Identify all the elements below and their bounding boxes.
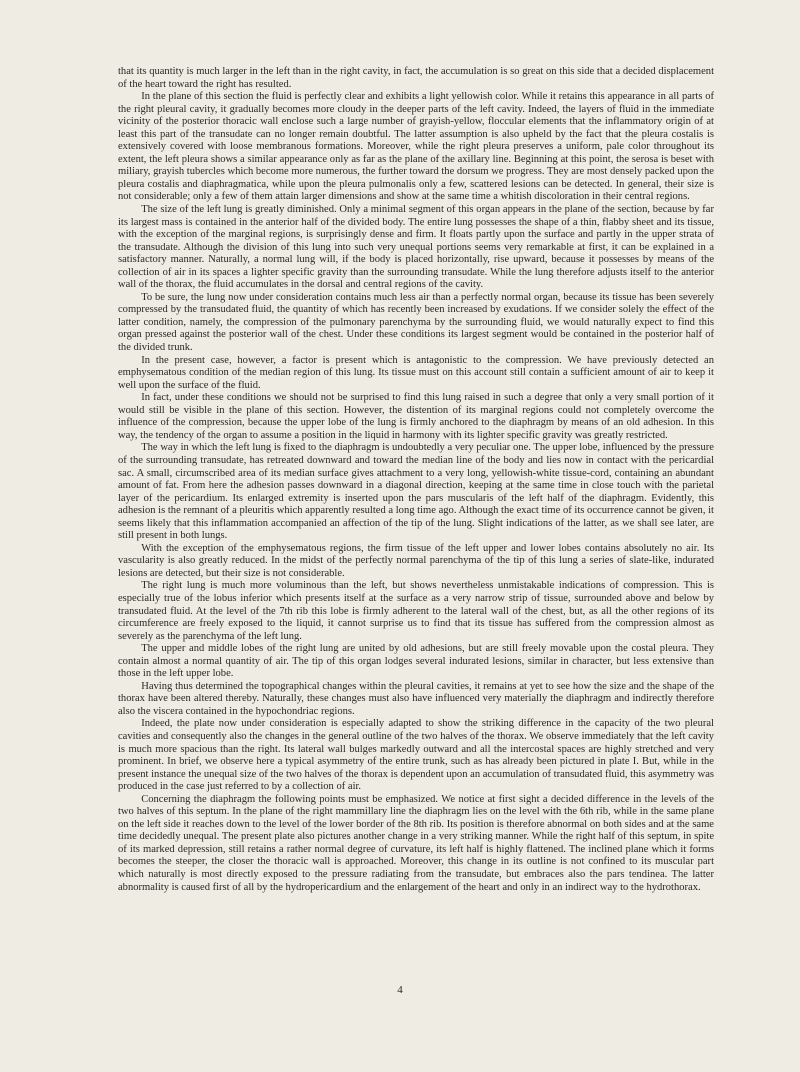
paragraph: that its quantity is much larger in the left than in the right cavity, in fact, the accumulation is so great on this side that a decided displacement of the heart toward the right has resulted. xyxy=(118,66,714,90)
paragraph: The size of the left lung is greatly diminished. Only a minimal segment of this organ appears in the plane of the section, because by far its largest mass is contained in the anterior half of the divided body. The entire lung possesses the shape of a thin, flabby sheet and its tissue, with the exception of the marginal regions, is surprisingly dense and firm. It floats partly upon the surface and partly in the upper strata of the transudate. Although the division of this lung into such very unequal portions seems very remarkable at first, it can be explained in a satisfactory manner. Naturally, a normal lung will, if the body is placed horizontally, rise upward, because it possesses by means of the collection of air in its spaces a lighter specific gravity than the surrounding transudate. While the lung therefore adjusts itself to the anterior wall of the thorax, the fluid accumulates in the dorsal and central regions of the cavity. xyxy=(118,204,714,291)
page-number: 4 xyxy=(397,984,403,996)
paragraph: To be sure, the lung now under consideration contains much less air than a perfectly normal organ, because its tissue has been severely compressed by the transudated fluid, the quantity of which has recently been increased by exudations. If we consider solely the effect of the latter condition, namely, the compression of the pulmonary parenchyma by the surrounding fluid, we would naturally expect to find this organ pressed against the posterior wall of the chest. Under these conditions its largest segment would be contained in the posterior half of the divided trunk. xyxy=(118,291,714,354)
paragraph: In the present case, however, a factor is present which is antagonistic to the compression. We have previously detected an emphysematous condition of the median region of this lung. Its tissue must on this account still contain a sufficient amount of air to keep it well upon the surface of the fluid. xyxy=(118,354,714,391)
paragraph: In the plane of this section the fluid is perfectly clear and exhibits a light yellowish color. While it retains this appearance in all parts of the right pleural cavity, it gradually becomes more cloudy in the deeper parts of the left cavity. Indeed, the layers of fluid in the immediate vicinity of the posterior thoracic wall enclose such a large number of grayish-yellow, floccular elements that the inflammatory origin of at least this part of the transudate can no longer remain doubtful. The latter assumption is also upheld by the fact that the pleura costalis is extensively covered with loose membranous formations. Moreover, while the right pleura preserves a uniform, pale color throughout its extent, the left pleura shows a similar appearance only as far as the plane of the axillary line. Beginning at this point, the serosa is beset with miliary, grayish tubercles which become more numerous, the further toward the dorsum we progress. They are most densely packed upon the pleura costalis and diaphragmatica, while upon the pleura pulmonalis only a few, scattered lesions can be detected. In general, their size is not considerable; only a few of them attain larger dimensions and show at the same time a whitish discoloration in their central regions. xyxy=(118,91,714,203)
paragraph: In fact, under these conditions we should not be surprised to find this lung raised in such a degree that only a very small portion of it would still be visible in the plane of this section. However, the distention of its marginal regions could not completely overcome the influence of the compression, because the upper lobe of the lung is firmly anchored to the diaphragm by means of an old adhesion. In this way, the tendency of the organ to assume a position in the liquid in harmony with its lighter specific gravity was greatly restricted. xyxy=(118,392,714,441)
paragraph: Having thus determined the topographical changes within the pleural cavities, it remains at yet to see how the size and the shape of the thorax have been altered thereby. Naturally, these changes must also have influenced very materially the diaphragm and indirectly therefore also the viscera contained in the hypochondriac regions. xyxy=(118,680,714,717)
body-text xyxy=(118,66,714,894)
paragraph: With the exception of the emphysematous regions, the firm tissue of the left upper and lower lobes contains absolutely no air. Its vascularity is also greatly reduced. In the midst of the perfectly normal parenchyma of the tip of this lung a series of slate-like, indurated lesions are detected, but their size is not considerable. xyxy=(118,542,714,579)
paragraph: Indeed, the plate now under consideration is especially adapted to show the striking difference in the capacity of the two pleural cavities and consequently also the changes in the general outline of the two halves of the thorax. We observe immediately that the left cavity is much more spacious than the right. Its lateral wall bulges markedly outward and all the intercostal spaces are highly stretched and very prominent. In brief, we observe here a typical asymmetry of the entire trunk, such as has already been pictured in plate I. But, while in the present instance the unequal size of the two halves of the thorax is dependent upon an accumulation of transudated fluid, this asymmetry was produced in the case just referred to by a collection of air. xyxy=(118,718,714,793)
paragraph: The right lung is much more voluminous than the left, but shows nevertheless unmistakable indications of compression. This is especially true of the lobus inferior which presents itself at the surface as a very narrow strip of tissue, surrounded above and below by transudated fluid. At the level of the 7th rib this lobe is firmly adherent to the lateral wall of the chest, but, as all the other regions of its circumference are freely exposed to the liquid, it cannot surprise us to find that its tissue has suffered from the compression almost as severely as the parenchyma of the left lung. xyxy=(118,580,714,642)
paragraph: The way in which the left lung is fixed to the diaphragm is undoubtedly a very peculiar one. The upper lobe, influenced by the pressure of the surrounding transudate, has retreated downward and toward the median line of the body and lies now in contact with the pericardial sac. A small, circumscribed area of its median surface gives attachment to a very long, yellowish-white tissue-cord, containing an abundant amount of fat. From here the adhesion passes downward in a diagonal direction, keeping at the same time in close touch with the parietal layer of the pericardium. Its enlarged extremity is inserted upon the pars muscularis of the left half of the diaphragm. Evidently, this adhesion is the remnant of a pleuritis which apparently resulted a long time ago. Although the exact time of its occurrence cannot be given, it seems likely that this inflammation accompanied an affection of the tip of the lung. Slight indications of the latter, as we shall see later, are still present in both lungs. xyxy=(118,442,714,542)
paragraph: Concerning the diaphragm the following points must be emphasized. We notice at first sight a decided difference in the levels of the two halves of this septum. In the plane of the right mammillary line the diaphragm lies on the level with the 6th rib, while in the same plane on the left side it reaches down to the level of the lower border of the 8th rib. Its position is therefore abnormal on both sides and at the same time decidedly unequal. The present plate also pictures another change in a very striking manner. While the right half of this septum, in spite of its marked depression, still retains a rather normal degree of curvature, its left half is highly flattened. The inclined plane which it forms becomes the steeper, the closer the thoracic wall is approached. Moreover, this change in its outline is not confined to its muscular part which naturally is most directly exposed to the pressure radiating from the transudate, but embraces also the pars tendinea. The latter abnormality is caused first of all by the hydropericardium and the enlargement of the heart and only in an indirect way to the hydrothorax. xyxy=(118,793,714,893)
paragraph: The upper and middle lobes of the right lung are united by old adhesions, but are still freely movable upon the costal pleura. They contain almost a normal quantity of air. The tip of this organ lodges several indurated lesions, similar in character, but less extensive than those in the left upper lobe. xyxy=(118,643,714,680)
